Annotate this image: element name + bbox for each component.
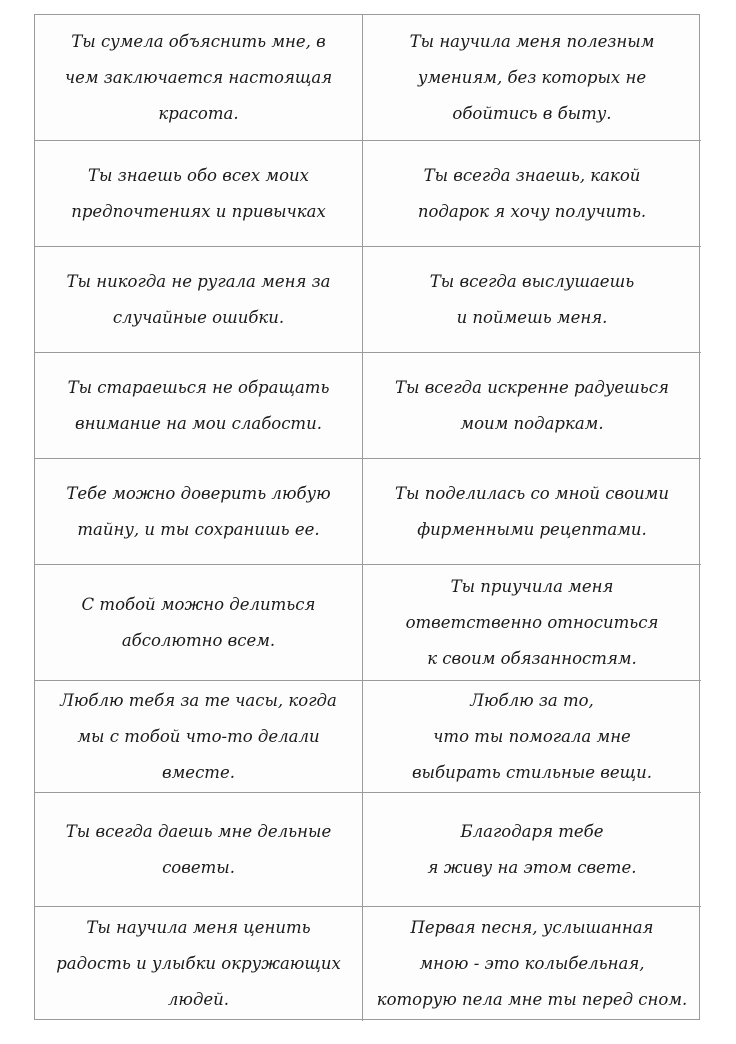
card-3-left [35, 247, 363, 353]
card-text: Ты знаешь обо всех моих предпочтениях и привычках [71, 165, 326, 221]
card-text: Ты приучила меня ответственно относиться к своим обязанностям. [405, 576, 659, 668]
card-2-left [35, 141, 363, 247]
card-text: Благодаря тебе я живу на этом свете. [427, 821, 637, 877]
card-6-left [35, 565, 363, 681]
card-5-left [35, 459, 363, 565]
card-text: Ты всегда знаешь, какой подарок я хочу получить. [417, 165, 647, 221]
card-1-left [35, 15, 363, 141]
card-text: Ты никогда не ругала меня за случайные ошибки. [66, 271, 331, 327]
card-text: Ты сумела объяснить мне, в чем заключается настоящая красота. [64, 31, 333, 123]
card-8-right [363, 793, 701, 907]
card-4-left [35, 353, 363, 459]
card-text: Ты всегда даешь мне дельные советы. [65, 821, 332, 877]
card-6-right [363, 565, 701, 681]
card-text: Люблю за то, что ты помогала мне выбирать стильные вещи. [411, 690, 653, 782]
card-text: Ты научила меня полезным умениям, без которых не обойтись в быту. [409, 31, 655, 123]
card-7-right [363, 681, 701, 793]
card-sheet [34, 14, 700, 1020]
card-1-right [363, 15, 701, 141]
card-4-right [363, 353, 701, 459]
card-text: Первая песня, услышанная мною - это колыбельная, которую пела мне ты перед сном. [376, 918, 688, 1009]
card-9-left [35, 907, 363, 1021]
card-text: С тобой можно делиться абсолютно всем. [81, 594, 316, 650]
card-text: Ты стараешься не обращать внимание на мои слабости. [67, 377, 330, 433]
card-text: Ты поделилась со мной своими фирменными рецептами. [395, 483, 669, 539]
card-text: Ты всегда выслушаешь и поймешь меня. [429, 271, 635, 327]
card-text: Тебе можно доверить любую тайну, и ты сохранишь ее. [66, 483, 331, 539]
card-9-right [363, 907, 701, 1021]
card-5-right [363, 459, 701, 565]
card-2-right [363, 141, 701, 247]
card-3-right [363, 247, 701, 353]
card-text: Люблю тебя за те часы, когда мы с тобой что-то делали вместе. [60, 690, 337, 782]
card-7-left [35, 681, 363, 793]
card-8-left [35, 793, 363, 907]
card-text: Ты научила меня ценить радость и улыбки окружающих людей. [56, 918, 341, 1009]
card-text: Ты всегда искренне радуешься моим подаркам. [395, 377, 669, 433]
